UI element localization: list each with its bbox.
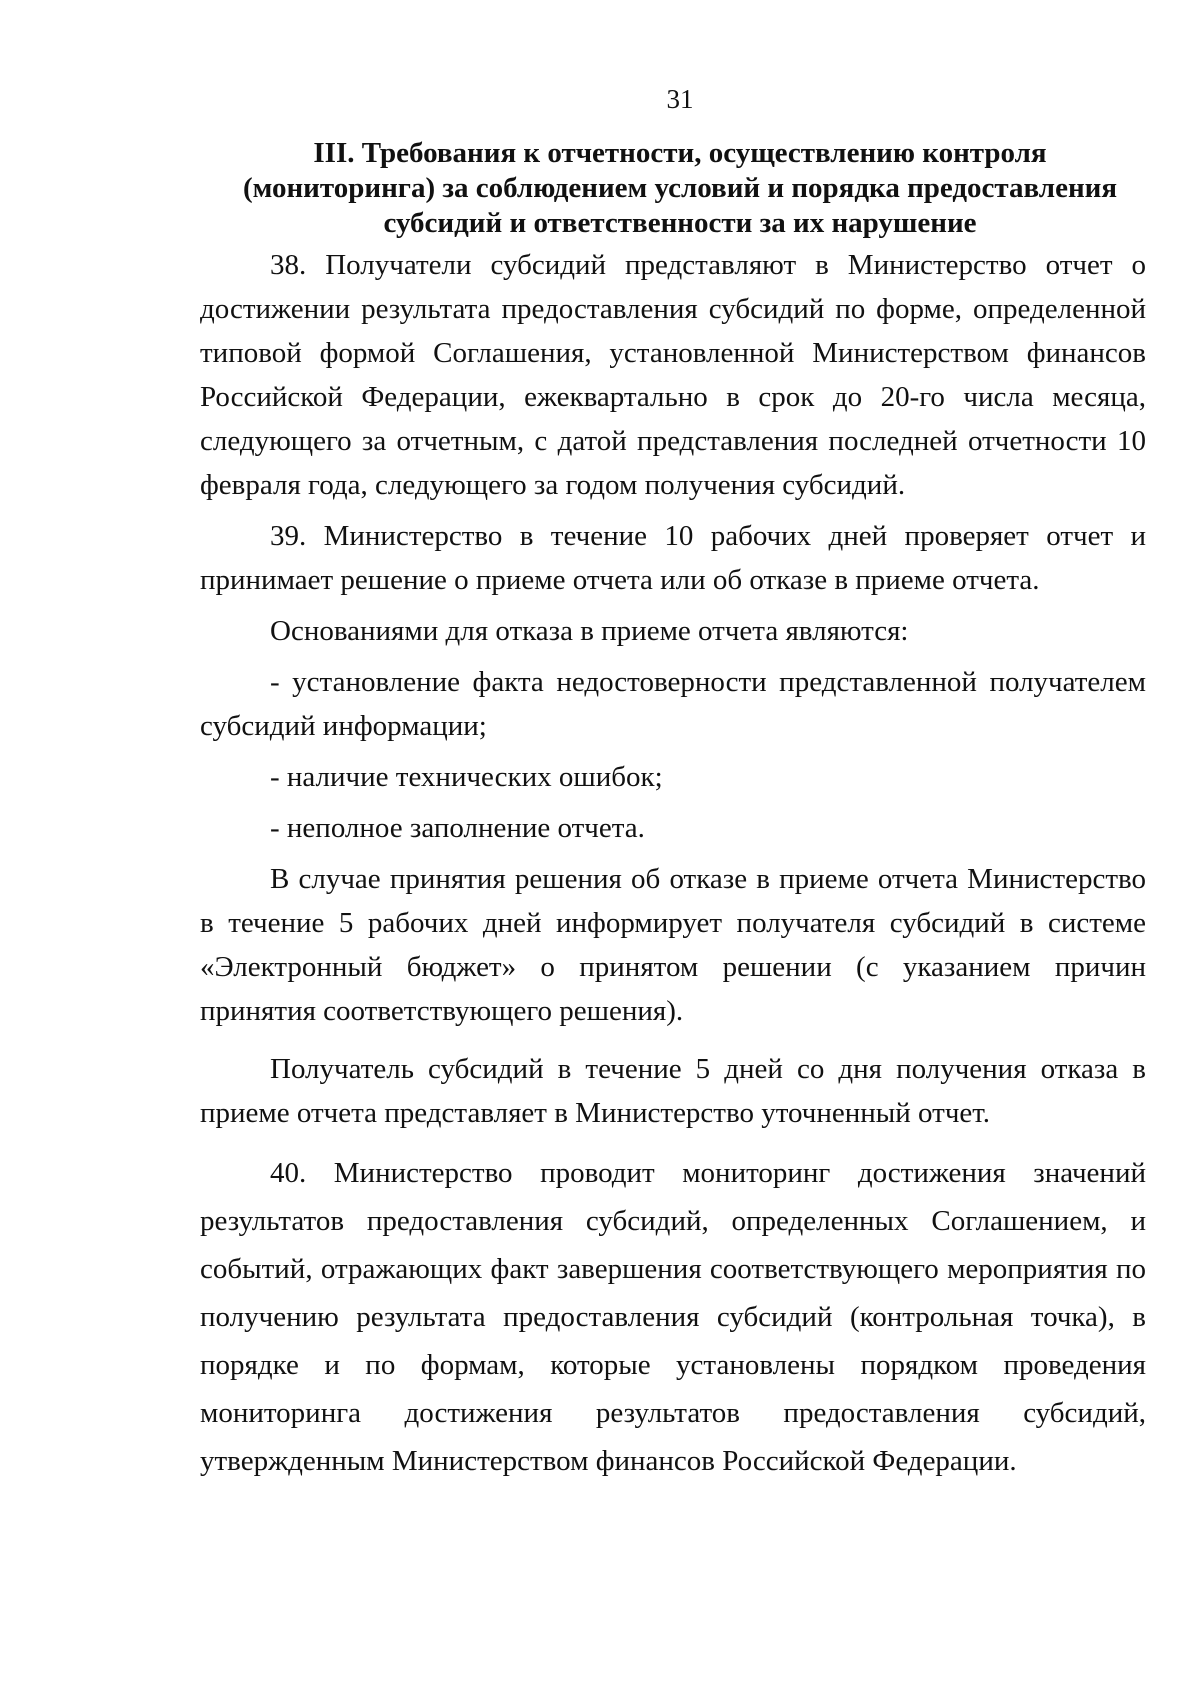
refusal-ground-3: - неполное заполнение отчета.: [270, 812, 645, 844]
refined-report-paragraph: Получатель субсидий в течение 5 дней со дня получения отказа в приеме отчета представляет в Министерство уточненный отчет.: [200, 1053, 1146, 1129]
paragraph-40: 40. Министерство проводит мониторинг достижения значений результатов предоставления субсидий, определенных Соглашением, и событий, отражающих факт завершения соответствующего мероприятия по получению результата предоставления субсидий (контрольная точка), в порядке и по формам, которые установлены порядком проведения мониторинга достижения результатов предоставления субсидий, утвержденным Министерством финансов Российской Федерации.: [200, 1157, 1146, 1477]
refusal-grounds-intro: Основаниями для отказа в приеме отчета являются:: [270, 615, 909, 647]
section-heading-line-3: субсидий и ответственности за их нарушение: [383, 207, 977, 239]
section-heading-line-2: (мониторинга) за соблюдением условий и порядка предоставления: [242, 172, 1118, 204]
section-heading: [230, 136, 1130, 241]
refusal-notice-paragraph: В случае принятия решения об отказе в приеме отчета Министерство в течение 5 рабочих дней информирует получателя субсидий в системе «Электронный бюджет» о принятом решении (с указанием причин принятия соответствующего решения).: [200, 863, 1146, 1027]
section-heading-line-1: III. Требования к отчетности, осуществлению контроля: [313, 137, 1047, 169]
page-number: 31: [666, 84, 694, 114]
refusal-ground-2: - наличие технических ошибок;: [270, 761, 663, 793]
document-body: [200, 243, 1146, 1485]
paragraph-38: 38. Получатели субсидий представляют в Министерство отчет о достижении результата предоставления субсидий по форме, определенной типовой формой Соглашения, установленной Министерством финансов Российской Федерации, ежеквартально в срок до 20-го числа месяца, следующего за отчетным, с датой представления последней отчетности 10 февраля года, следующего за годом получения субсидий.: [200, 249, 1146, 501]
refusal-ground-1: - установление факта недостоверности представленной получателем субсидий информации;: [200, 666, 1146, 742]
paragraph-39: 39. Министерство в течение 10 рабочих дней проверяет отчет и принимает решение о приеме отчета или об отказе в приеме отчета.: [200, 520, 1146, 596]
